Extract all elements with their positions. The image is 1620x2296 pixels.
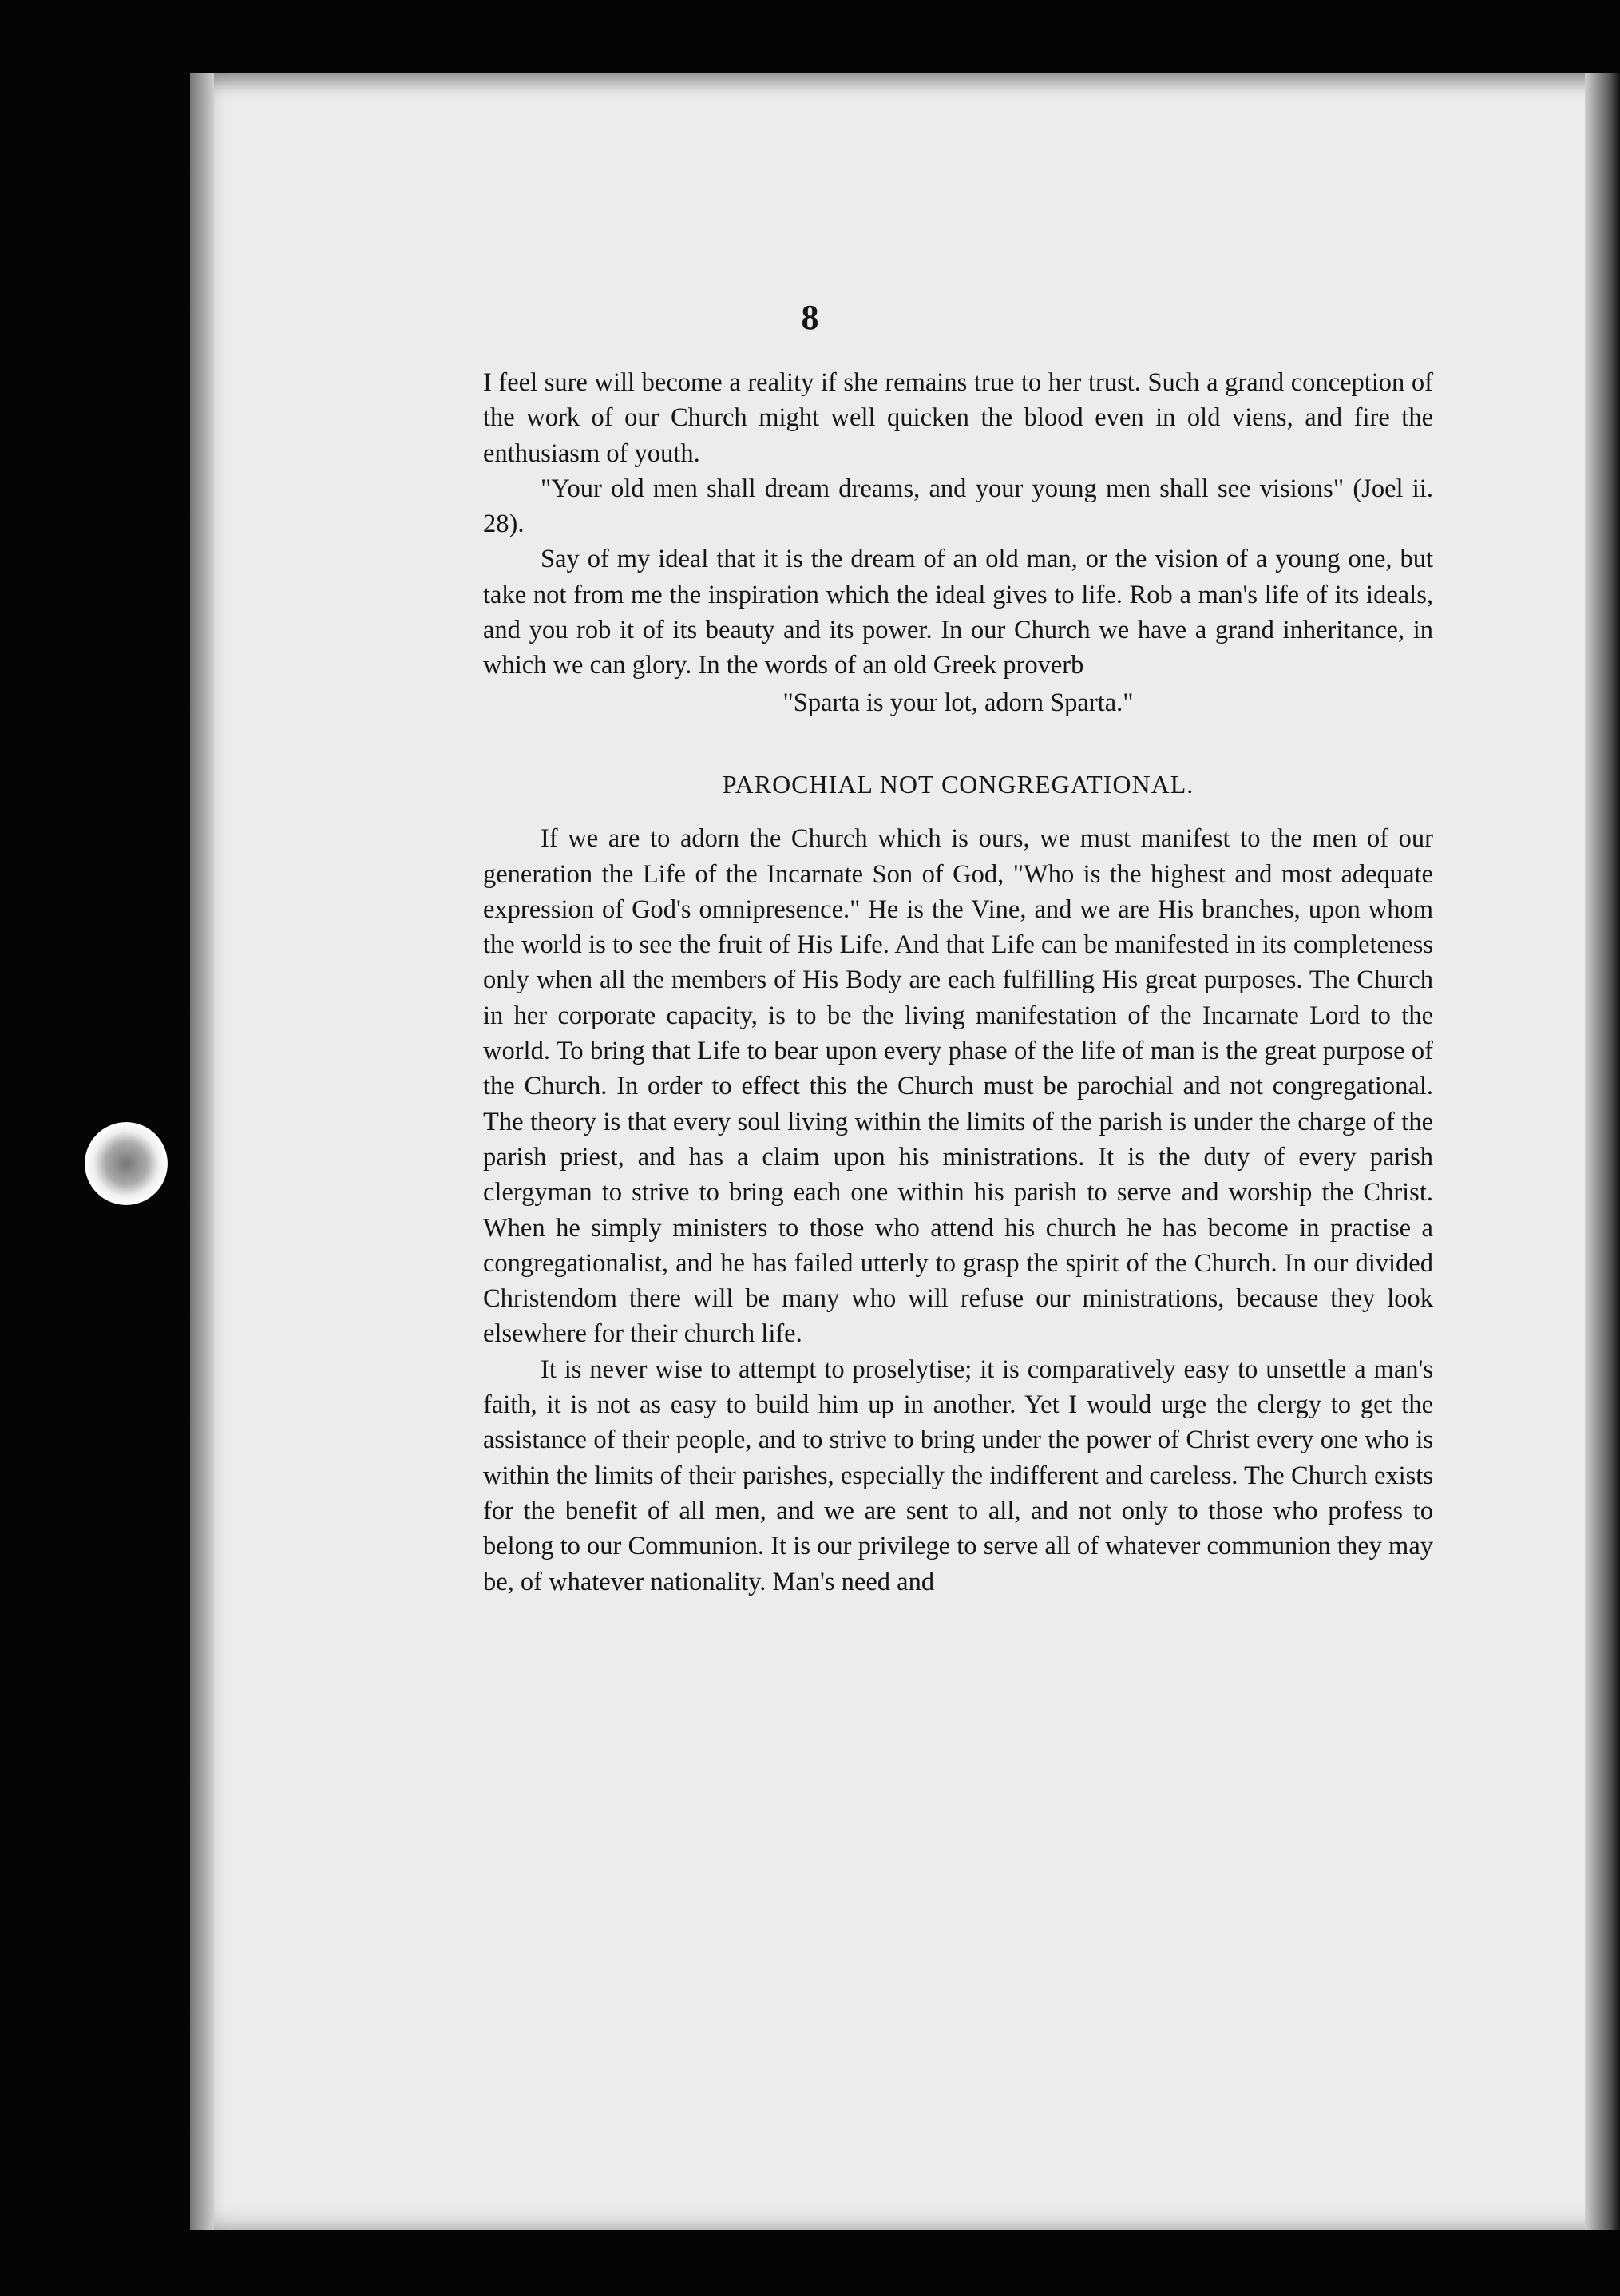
scan-blemish	[85, 1122, 168, 1205]
page-text	[483, 365, 1433, 1600]
paragraph: It is never wise to attempt to proselytise; it is comparatively easy to unsettle a man's faith, it is not as easy to build him up in another. Yet I would urge the clergy to get the assistance of their people, and to strive to bring under the power of Christ every one who is within the limits of their parishes, especially the indifferent and careless. The Church exists for the benefit of all men, and we are sent to all, and not only to those who profess to belong to our Communion. It is our privilege to serve all of whatever communion they may be, of whatever nationality. Man's need and	[483, 1354, 1433, 1596]
page-number: 8	[801, 298, 819, 337]
section-heading: PAROCHIAL NOT CONGREGATIONAL.	[722, 769, 1194, 799]
page-right-edge-shadow	[1585, 73, 1620, 2230]
page-binding-shadow	[190, 73, 214, 2230]
paragraph: If we are to adorn the Church which is ours, we must manifest to the men of our generation the Life of the Incarnate Son of God, "Who is the highest and most adequate expression of God's omnipresence." He is the Vine, and we are His branches, upon whom the world is to see the fruit of His Life. And that Life can be manifested in its completeness only when all the members of His Body are each fulfilling His great purposes. The Church in her corporate capacity, is to be the living manifestation of the Incarnate Lord to the world. To bring that Life to bear upon every phase of the life of man is the great purpose of the Church. In order to effect this the Church must be parochial and not congregational. The theory is that every soul living within the limits of the parish is under the charge of the parish priest, and has a claim upon his ministrations. It is the duty of every parish clergyman to strive to bring each one within his parish to serve and worship the Christ. When he simply ministers to those who attend his church he has become in practise a congregationalist, and he has failed utterly to grasp the spirit of the Church. In our divided Christendom there will be many who will refuse our ministrations, because they look elsewhere for their church life.	[483, 824, 1433, 1349]
proverb-quote: "Sparta is your lot, adorn Sparta."	[782, 688, 1134, 717]
paragraph: Say of my ideal that it is the dream of an old man, or the vision of a young one, but take not from me the inspiration which the ideal gives to life. Rob a man's life of its ideals, and you rob it of its beauty and its power. In our Church we have a grand inheritance, in which we can glory. In the words of an old Greek proverb	[483, 545, 1433, 680]
paragraph-quote: "Your old men shall dream dreams, and your young men shall see visions" (Joel ii. 28).	[483, 474, 1433, 539]
paragraph: I feel sure will become a reality if she remains true to her trust. Such a grand conception of the work of our Church might well quicken the blood even in old viens, and fire the enthusiasm of youth.	[483, 368, 1433, 468]
